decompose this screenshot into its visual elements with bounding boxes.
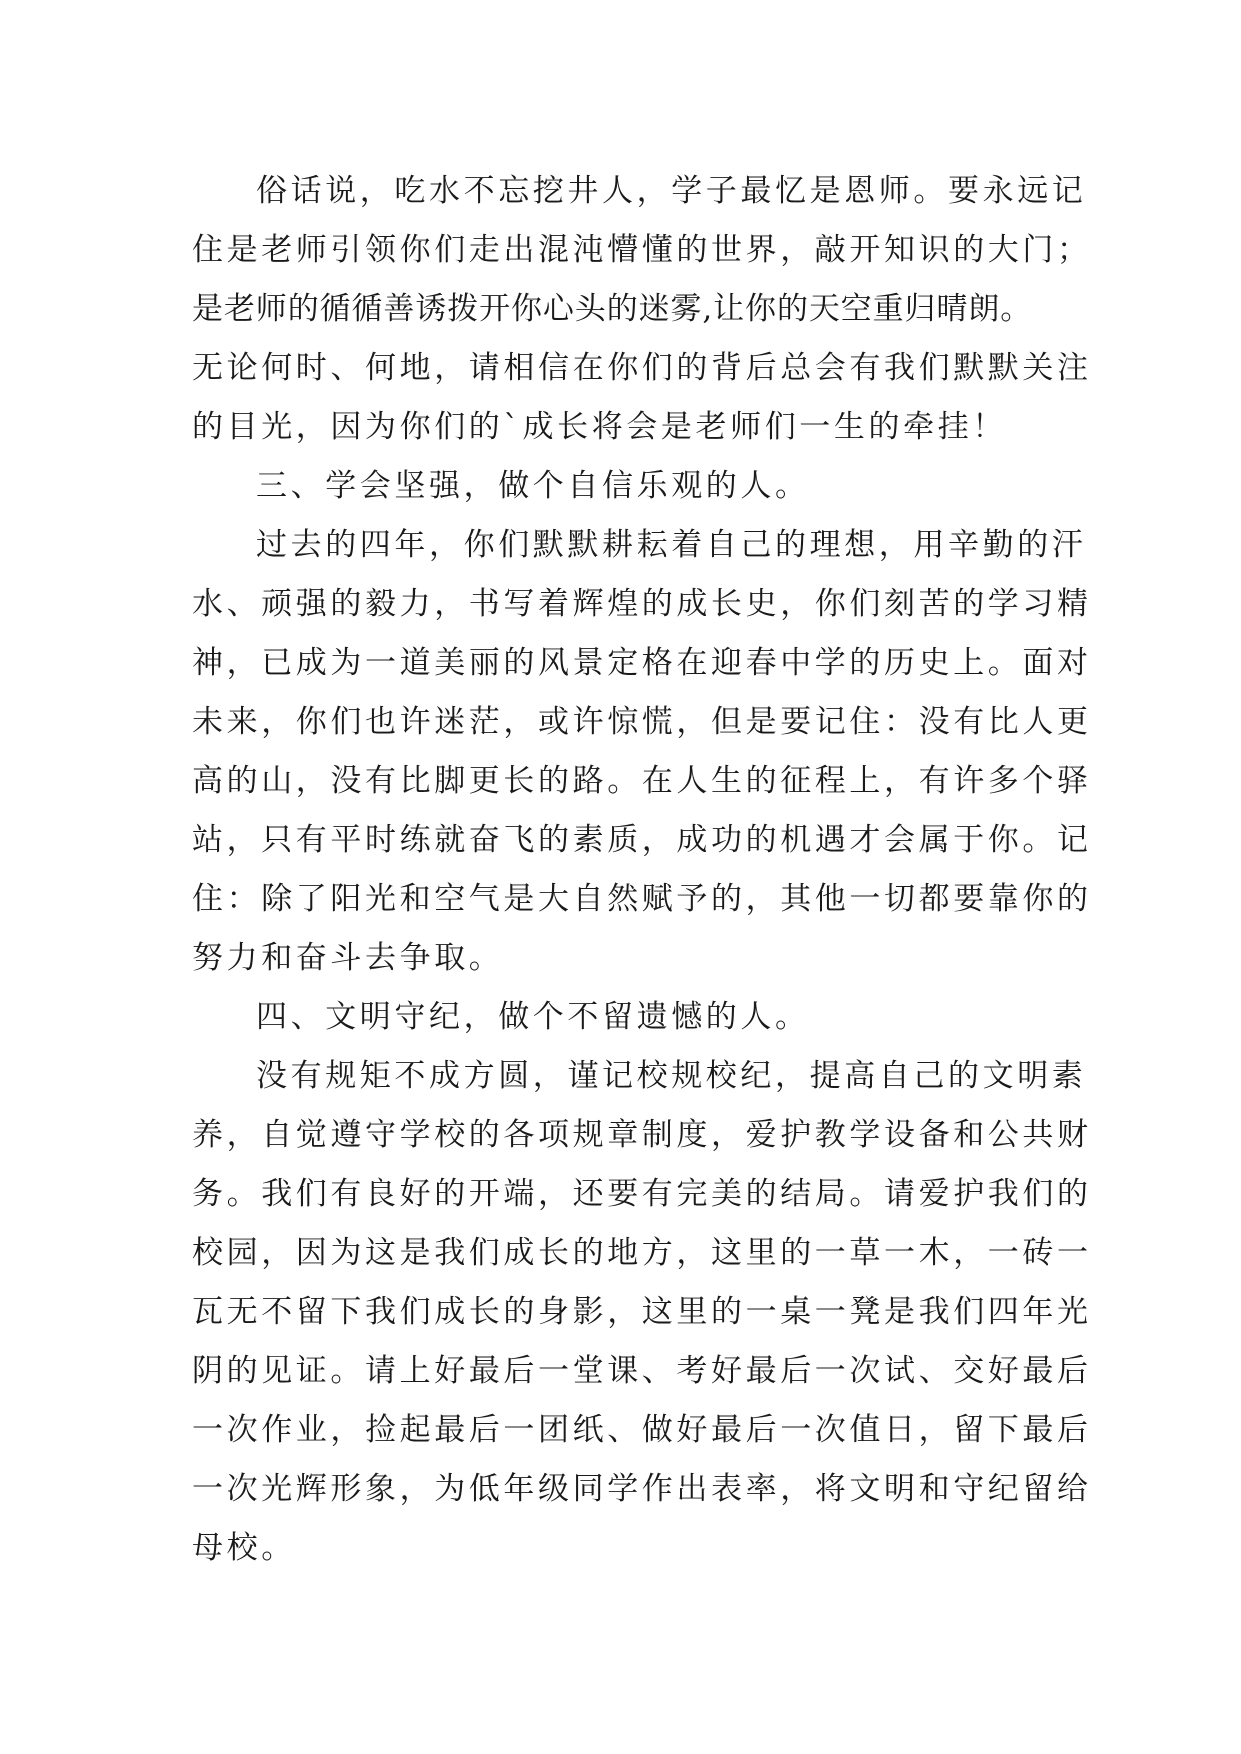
text-line: 一次光辉形象，为低年级同学作出表率，将文明和守纪留给 — [192, 1471, 1092, 1507]
text-line: 俗话说，吃水不忘挖井人，学子最忆是恩师。要永远记 — [256, 173, 1087, 209]
section-heading: 三、学会坚强，做个自信乐观的人。 — [256, 468, 810, 504]
text-line: 母校。 — [192, 1530, 296, 1566]
text-line: 校园，因为这是我们成长的地方，这里的一草一木，一砖一 — [192, 1235, 1092, 1271]
text-line: 养，自觉遵守学校的各项规章制度，爱护教学设备和公共财 — [192, 1117, 1092, 1153]
text-line: 高的山，没有比脚更长的路。在人生的征程上，有许多个驿 — [192, 763, 1092, 799]
document-body — [192, 162, 1092, 1578]
text-line: 的目光，因为你们的`成长将会是老师们一生的牵挂！ — [192, 409, 1007, 445]
text-line: 阴的见证。请上好最后一堂课、考好最后一次试、交好最后 — [192, 1353, 1092, 1389]
text-line: 神，已成为一道美丽的风景定格在迎春中学的历史上。面对 — [192, 645, 1092, 681]
text-line: 未来，你们也许迷茫，或许惊慌，但是要记住：没有比人更 — [192, 704, 1092, 740]
text-line: 站，只有平时练就奋飞的素质，成功的机遇才会属于你。记 — [192, 822, 1092, 858]
text-line: 水、顽强的毅力，书写着辉煌的成长史，你们刻苦的学习精 — [192, 586, 1092, 622]
text-line: 住：除了阳光和空气是大自然赋予的，其他一切都要靠你的 — [192, 881, 1092, 917]
text-line: 过去的四年，你们默默耕耘着自己的理想，用辛勤的汗 — [256, 527, 1087, 563]
text-line: 努力和奋斗去争取。 — [192, 940, 504, 976]
section-heading: 四、文明守纪，做个不留遗憾的人。 — [256, 999, 810, 1035]
text-line: 无论何时、何地，请相信在你们的背后总会有我们默默关注 — [192, 350, 1092, 386]
text-line: 没有规矩不成方圆，谨记校规校纪，提高自己的文明素 — [256, 1058, 1087, 1094]
text-line: 住是老师引领你们走出混沌懵懂的世界，敲开知识的大门； — [192, 232, 1092, 268]
text-line: 务。我们有良好的开端，还要有完美的结局。请爱护我们的 — [192, 1176, 1092, 1212]
text-line: 是老师的循循善诱拨开你心头的迷雾,让你的天空重归晴朗。 — [192, 291, 1033, 327]
text-line: 瓦无不留下我们成长的身影，这里的一桌一凳是我们四年光 — [192, 1294, 1092, 1330]
text-line: 一次作业，捡起最后一团纸、做好最后一次值日，留下最后 — [192, 1412, 1092, 1448]
